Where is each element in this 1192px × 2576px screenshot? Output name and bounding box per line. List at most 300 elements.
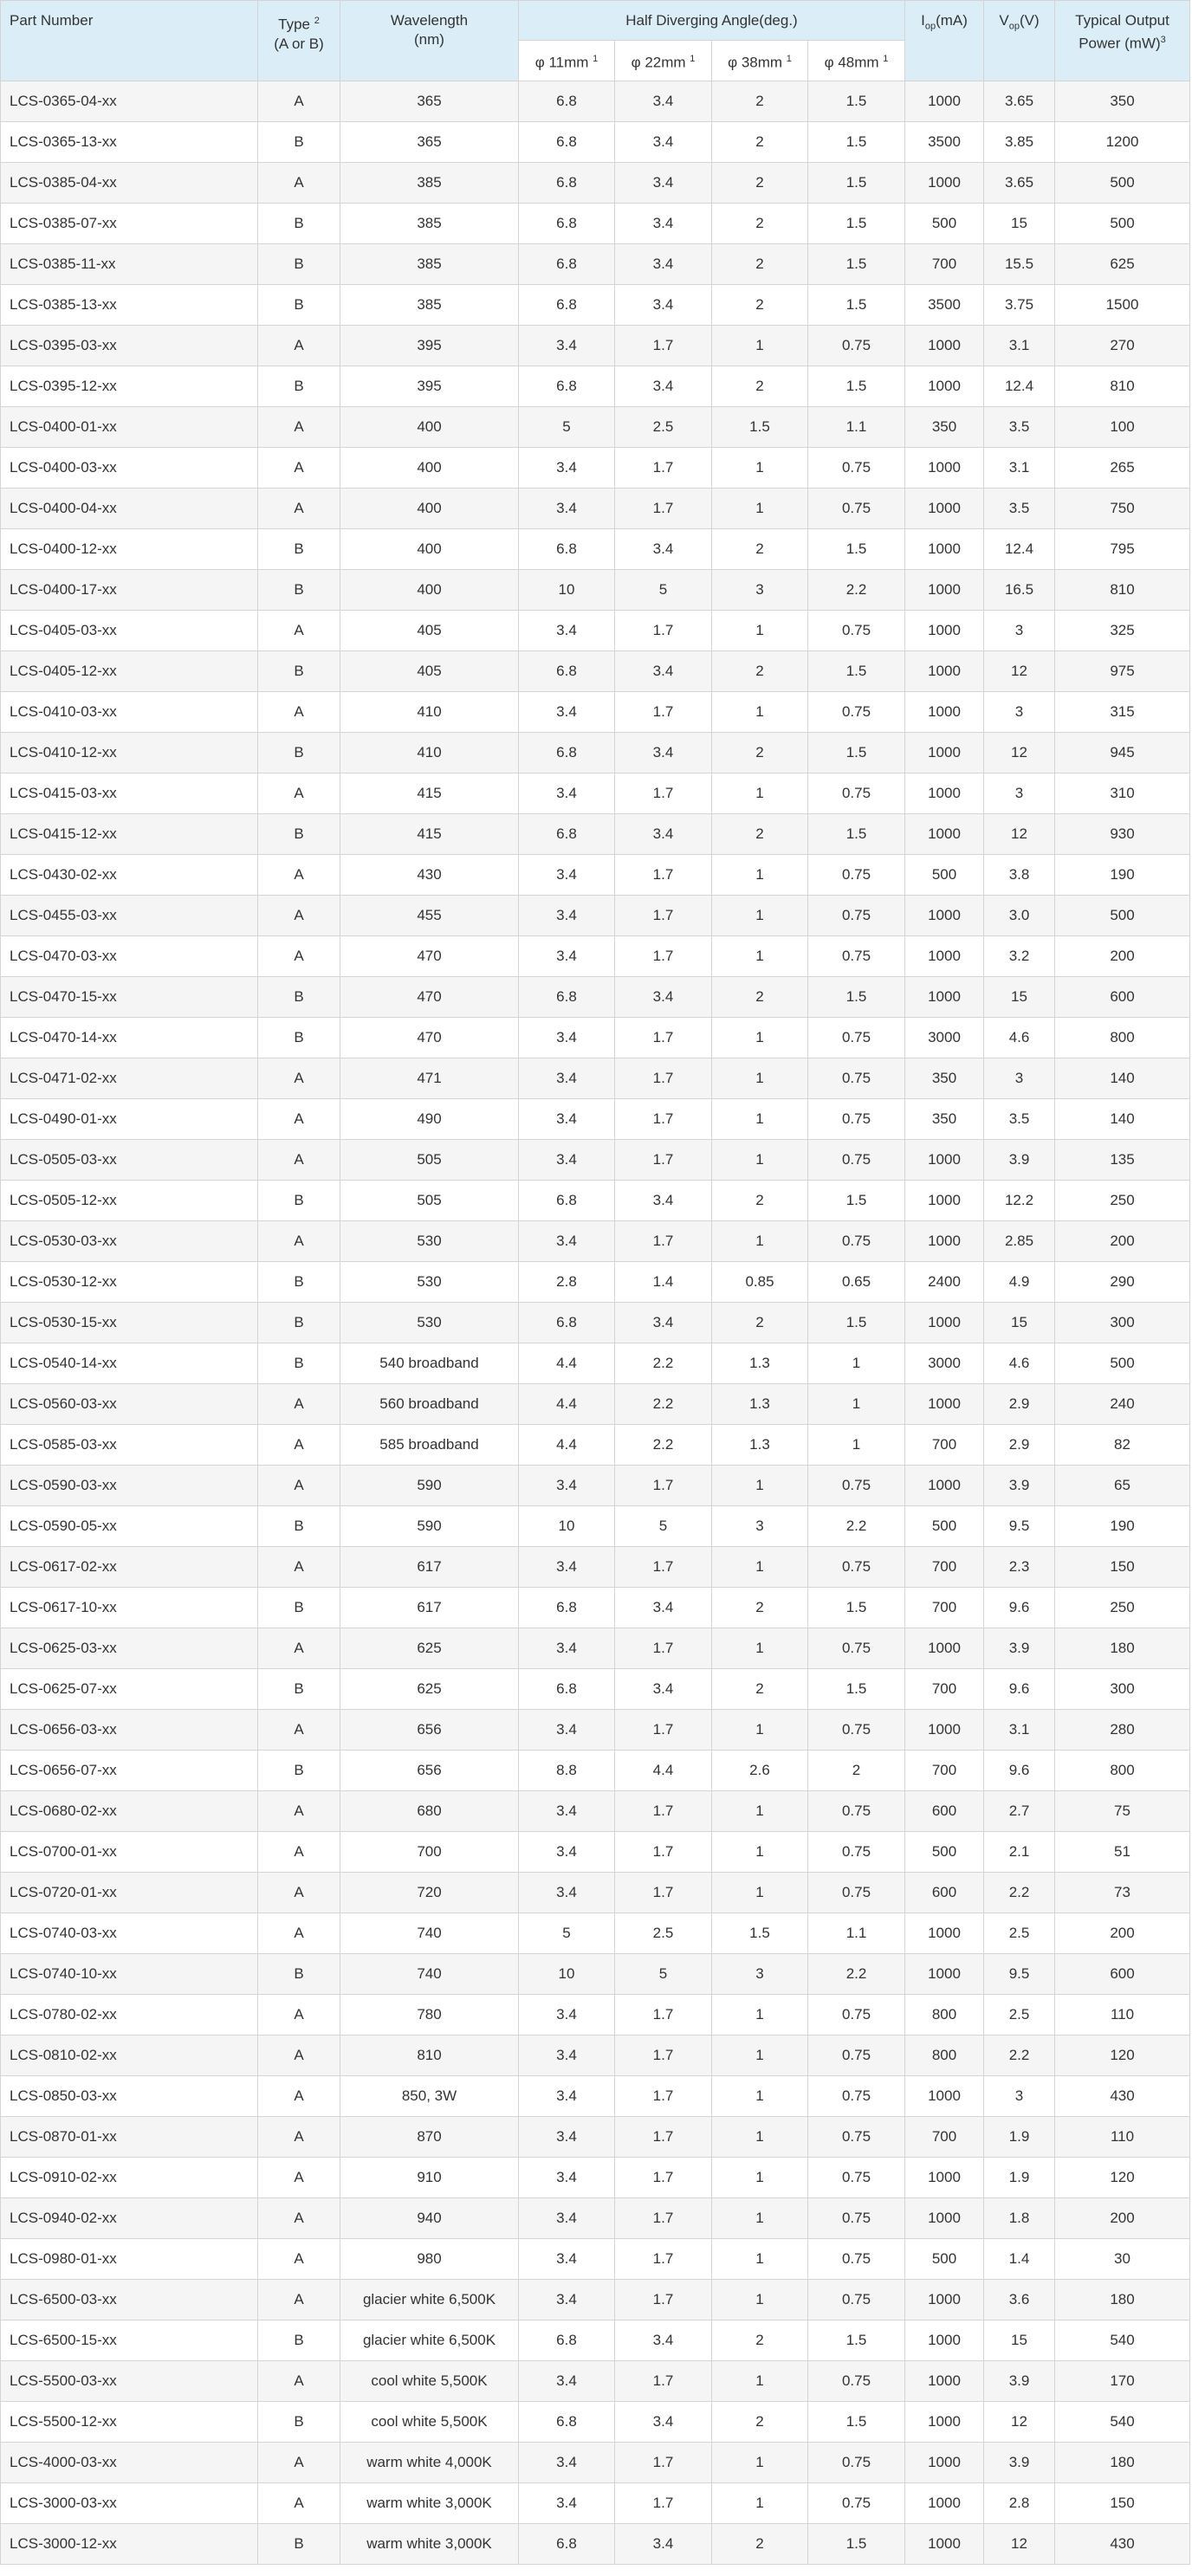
cell-angle-22mm: 4.4 <box>615 1751 712 1791</box>
cell-angle-22mm: 1.7 <box>615 448 712 489</box>
cell-angle-38mm: 1.3 <box>712 1343 808 1384</box>
cell-angle-22mm: 1.7 <box>615 773 712 814</box>
cell-output-power: 600 <box>1055 1954 1190 1995</box>
cell-vop: 3.6 <box>984 2280 1055 2320</box>
table-row <box>1 1954 1190 1995</box>
cell-part-number: LCS-0980-01-xx <box>1 2239 258 2280</box>
table-row <box>1 1710 1190 1751</box>
cell-vop: 2.1 <box>984 1832 1055 1873</box>
cell-output-power: 280 <box>1055 1710 1190 1751</box>
table-row <box>1 896 1190 936</box>
table-row <box>1 977 1190 1018</box>
cell-angle-48mm: 1.5 <box>808 1669 905 1710</box>
cell-type: A <box>258 1425 340 1466</box>
cell-iop: 1000 <box>905 814 984 855</box>
cell-angle-38mm: 1 <box>712 1466 808 1506</box>
cell-iop: 1000 <box>905 529 984 570</box>
cell-angle-11mm: 6.8 <box>519 244 615 285</box>
cell-angle-38mm: 1 <box>712 1873 808 1913</box>
cell-type: B <box>258 366 340 407</box>
cell-iop: 1000 <box>905 1954 984 1995</box>
cell-output-power: 350 <box>1055 81 1190 122</box>
cell-type: B <box>258 1751 340 1791</box>
table-row <box>1 529 1190 570</box>
cell-angle-38mm: 2 <box>712 81 808 122</box>
cell-iop: 1000 <box>905 2076 984 2117</box>
cell-wavelength: 940 <box>340 2198 519 2239</box>
cell-angle-38mm: 0.85 <box>712 1262 808 1303</box>
cell-angle-48mm: 1.5 <box>808 1588 905 1628</box>
table-row <box>1 122 1190 163</box>
cell-vop: 15 <box>984 204 1055 244</box>
cell-angle-11mm: 10 <box>519 1954 615 1995</box>
table-row <box>1 1343 1190 1384</box>
cell-angle-48mm: 0.75 <box>808 2076 905 2117</box>
cell-iop: 1000 <box>905 366 984 407</box>
cell-angle-11mm: 6.8 <box>519 285 615 326</box>
cell-angle-38mm: 1 <box>712 2239 808 2280</box>
cell-vop: 12.4 <box>984 366 1055 407</box>
cell-angle-11mm: 3.4 <box>519 2117 615 2158</box>
cell-part-number: LCS-0400-17-xx <box>1 570 258 611</box>
cell-angle-22mm: 3.4 <box>615 1669 712 1710</box>
cell-angle-48mm: 0.75 <box>808 611 905 651</box>
cell-output-power: 945 <box>1055 733 1190 773</box>
table-row <box>1 1303 1190 1343</box>
cell-wavelength: warm white 3,000K <box>340 2483 519 2524</box>
cell-angle-48mm: 0.75 <box>808 1099 905 1140</box>
cell-output-power: 600 <box>1055 977 1190 1018</box>
cell-angle-48mm: 0.75 <box>808 855 905 896</box>
cell-vop: 16.5 <box>984 570 1055 611</box>
cell-part-number: LCS-0490-01-xx <box>1 1099 258 1140</box>
cell-iop: 1000 <box>905 977 984 1018</box>
cell-angle-38mm: 1 <box>712 2117 808 2158</box>
cell-type: A <box>258 2076 340 2117</box>
cell-angle-11mm: 3.4 <box>519 936 615 977</box>
cell-vop: 9.6 <box>984 1669 1055 1710</box>
cell-angle-11mm: 6.8 <box>519 2524 615 2565</box>
cell-iop: 500 <box>905 2239 984 2280</box>
cell-angle-11mm: 3.4 <box>519 1018 615 1058</box>
table-row <box>1 1506 1190 1547</box>
table-row <box>1 366 1190 407</box>
cell-wavelength: 680 <box>340 1791 519 1832</box>
cell-type: B <box>258 204 340 244</box>
cell-angle-48mm: 0.75 <box>808 692 905 733</box>
cell-angle-48mm: 0.75 <box>808 1832 905 1873</box>
cell-angle-22mm: 3.4 <box>615 163 712 204</box>
table-row <box>1 2320 1190 2361</box>
cell-output-power: 795 <box>1055 529 1190 570</box>
cell-angle-38mm: 1 <box>712 2158 808 2198</box>
cell-angle-22mm: 1.7 <box>615 1058 712 1099</box>
table-row <box>1 1466 1190 1506</box>
table-row <box>1 570 1190 611</box>
cell-angle-38mm: 1 <box>712 1628 808 1669</box>
cell-angle-48mm: 0.75 <box>808 773 905 814</box>
cell-type: B <box>258 529 340 570</box>
cell-angle-11mm: 3.4 <box>519 1547 615 1588</box>
cell-iop: 1000 <box>905 81 984 122</box>
cell-angle-22mm: 1.7 <box>615 1221 712 1262</box>
cell-type: A <box>258 1710 340 1751</box>
cell-output-power: 51 <box>1055 1832 1190 1873</box>
cell-vop: 2.85 <box>984 1221 1055 1262</box>
cell-angle-22mm: 1.4 <box>615 1262 712 1303</box>
cell-angle-48mm: 0.75 <box>808 489 905 529</box>
cell-wavelength: 455 <box>340 896 519 936</box>
table-row <box>1 855 1190 896</box>
cell-angle-48mm: 1.5 <box>808 204 905 244</box>
cell-vop: 3.1 <box>984 1710 1055 1751</box>
cell-angle-22mm: 3.4 <box>615 651 712 692</box>
cell-type: A <box>258 1384 340 1425</box>
cell-part-number: LCS-0625-07-xx <box>1 1669 258 1710</box>
cell-wavelength: 617 <box>340 1547 519 1588</box>
cell-angle-22mm: 1.7 <box>615 1995 712 2036</box>
cell-angle-11mm: 6.8 <box>519 2320 615 2361</box>
cell-output-power: 250 <box>1055 1181 1190 1221</box>
table-row <box>1 244 1190 285</box>
cell-angle-48mm: 1.5 <box>808 977 905 1018</box>
cell-angle-48mm: 0.75 <box>808 326 905 366</box>
table-row <box>1 2117 1190 2158</box>
cell-part-number: LCS-0780-02-xx <box>1 1995 258 2036</box>
cell-angle-38mm: 2 <box>712 1588 808 1628</box>
cell-vop: 2.5 <box>984 1995 1055 2036</box>
cell-angle-38mm: 2 <box>712 733 808 773</box>
cell-angle-48mm: 1.5 <box>808 733 905 773</box>
cell-angle-48mm: 1.5 <box>808 814 905 855</box>
cell-vop: 3.0 <box>984 896 1055 936</box>
cell-angle-11mm: 3.4 <box>519 1710 615 1751</box>
cell-wavelength: 415 <box>340 814 519 855</box>
cell-angle-22mm: 1.7 <box>615 2158 712 2198</box>
cell-angle-48mm: 0.75 <box>808 2198 905 2239</box>
cell-output-power: 500 <box>1055 1343 1190 1384</box>
cell-output-power: 540 <box>1055 2402 1190 2443</box>
cell-angle-48mm: 0.75 <box>808 2280 905 2320</box>
cell-iop: 1000 <box>905 733 984 773</box>
cell-vop: 3.9 <box>984 2443 1055 2483</box>
cell-vop: 9.5 <box>984 1506 1055 1547</box>
cell-type: A <box>258 773 340 814</box>
cell-wavelength: 870 <box>340 2117 519 2158</box>
cell-iop: 3500 <box>905 122 984 163</box>
cell-iop: 1000 <box>905 1303 984 1343</box>
table-row <box>1 489 1190 529</box>
cell-output-power: 810 <box>1055 366 1190 407</box>
cell-angle-11mm: 3.4 <box>519 773 615 814</box>
cell-angle-48mm: 0.75 <box>808 2036 905 2076</box>
cell-type: A <box>258 896 340 936</box>
cell-iop: 2400 <box>905 1262 984 1303</box>
cell-angle-22mm: 3.4 <box>615 529 712 570</box>
cell-angle-48mm: 0.75 <box>808 2117 905 2158</box>
cell-type: A <box>258 2443 340 2483</box>
cell-vop: 3 <box>984 2076 1055 2117</box>
cell-angle-11mm: 8.8 <box>519 1751 615 1791</box>
cell-output-power: 200 <box>1055 936 1190 977</box>
cell-type: B <box>258 1018 340 1058</box>
cell-output-power: 100 <box>1055 407 1190 448</box>
cell-vop: 3.75 <box>984 285 1055 326</box>
cell-part-number: LCS-0540-14-xx <box>1 1343 258 1384</box>
cell-output-power: 750 <box>1055 489 1190 529</box>
cell-iop: 1000 <box>905 651 984 692</box>
table-row <box>1 1181 1190 1221</box>
cell-angle-11mm: 6.8 <box>519 122 615 163</box>
cell-part-number: LCS-0680-02-xx <box>1 1791 258 1832</box>
cell-angle-11mm: 3.4 <box>519 2280 615 2320</box>
cell-angle-22mm: 2.2 <box>615 1425 712 1466</box>
cell-angle-22mm: 1.7 <box>615 1832 712 1873</box>
table-row <box>1 611 1190 651</box>
cell-angle-22mm: 1.7 <box>615 1140 712 1181</box>
cell-angle-38mm: 1 <box>712 326 808 366</box>
cell-type: B <box>258 1669 340 1710</box>
cell-vop: 3.85 <box>984 122 1055 163</box>
cell-angle-38mm: 3 <box>712 1506 808 1547</box>
cell-iop: 800 <box>905 1995 984 2036</box>
cell-vop: 12.4 <box>984 529 1055 570</box>
table-row <box>1 2158 1190 2198</box>
cell-angle-11mm: 3.4 <box>519 2239 615 2280</box>
cell-iop: 3000 <box>905 1018 984 1058</box>
cell-wavelength: 400 <box>340 570 519 611</box>
header-diameter-11mm: φ 11mm $^1$ <box>519 41 615 81</box>
cell-angle-48mm: 1.5 <box>808 2320 905 2361</box>
cell-output-power: 200 <box>1055 1913 1190 1954</box>
cell-angle-48mm: 0.75 <box>808 1058 905 1099</box>
cell-angle-11mm: 6.8 <box>519 814 615 855</box>
cell-output-power: 240 <box>1055 1384 1190 1425</box>
cell-wavelength: 430 <box>340 855 519 896</box>
cell-angle-22mm: 1.7 <box>615 2036 712 2076</box>
cell-angle-48mm: 1 <box>808 1425 905 1466</box>
cell-part-number: LCS-0385-11-xx <box>1 244 258 285</box>
cell-angle-38mm: 1 <box>712 692 808 733</box>
cell-iop: 350 <box>905 1058 984 1099</box>
cell-output-power: 200 <box>1055 2198 1190 2239</box>
cell-angle-11mm: 6.8 <box>519 1181 615 1221</box>
table-row <box>1 2361 1190 2402</box>
cell-type: A <box>258 611 340 651</box>
cell-angle-11mm: 3.4 <box>519 1873 615 1913</box>
cell-output-power: 310 <box>1055 773 1190 814</box>
cell-type: A <box>258 1791 340 1832</box>
cell-part-number: LCS-0590-05-xx <box>1 1506 258 1547</box>
cell-angle-11mm: 6.8 <box>519 651 615 692</box>
cell-wavelength: 400 <box>340 489 519 529</box>
cell-output-power: 810 <box>1055 570 1190 611</box>
header-half-diverging-angle: Half Diverging Angle(deg.) <box>519 1 905 41</box>
cell-vop: 3.9 <box>984 1140 1055 1181</box>
cell-angle-11mm: 3.4 <box>519 2443 615 2483</box>
header-iop: $I_{op}(mA)$ <box>905 1 984 81</box>
table-row <box>1 2076 1190 2117</box>
cell-vop: 4.6 <box>984 1018 1055 1058</box>
cell-iop: 3500 <box>905 285 984 326</box>
cell-iop: 700 <box>905 2117 984 2158</box>
cell-angle-38mm: 1 <box>712 2443 808 2483</box>
table-row <box>1 326 1190 366</box>
cell-vop: 1.9 <box>984 2158 1055 2198</box>
cell-angle-11mm: 5 <box>519 407 615 448</box>
cell-wavelength: 415 <box>340 773 519 814</box>
cell-output-power: 625 <box>1055 244 1190 285</box>
cell-angle-38mm: 2 <box>712 204 808 244</box>
cell-vop: 3 <box>984 611 1055 651</box>
cell-angle-11mm: 10 <box>519 570 615 611</box>
cell-output-power: 150 <box>1055 2483 1190 2524</box>
cell-part-number: LCS-0530-12-xx <box>1 1262 258 1303</box>
cell-iop: 1000 <box>905 326 984 366</box>
table-row <box>1 773 1190 814</box>
cell-angle-38mm: 3 <box>712 1954 808 1995</box>
cell-iop: 1000 <box>905 692 984 733</box>
cell-type: A <box>258 1913 340 1954</box>
cell-output-power: 540 <box>1055 2320 1190 2361</box>
cell-vop: 2.7 <box>984 1791 1055 1832</box>
table-row <box>1 81 1190 122</box>
cell-angle-11mm: 3.4 <box>519 2483 615 2524</box>
cell-wavelength: 385 <box>340 204 519 244</box>
cell-iop: 1000 <box>905 896 984 936</box>
cell-wavelength: warm white 4,000K <box>340 2443 519 2483</box>
cell-angle-48mm: 0.75 <box>808 2443 905 2483</box>
cell-vop: 2.2 <box>984 2036 1055 2076</box>
cell-type: A <box>258 2117 340 2158</box>
cell-output-power: 110 <box>1055 2117 1190 2158</box>
cell-angle-11mm: 3.4 <box>519 611 615 651</box>
cell-angle-38mm: 2 <box>712 285 808 326</box>
cell-iop: 600 <box>905 1791 984 1832</box>
cell-vop: 3.9 <box>984 2361 1055 2402</box>
cell-angle-38mm: 2 <box>712 163 808 204</box>
cell-angle-48mm: 0.75 <box>808 2361 905 2402</box>
cell-angle-22mm: 3.4 <box>615 2524 712 2565</box>
cell-angle-11mm: 6.8 <box>519 204 615 244</box>
cell-angle-11mm: 10 <box>519 1506 615 1547</box>
cell-iop: 700 <box>905 1751 984 1791</box>
cell-type: B <box>258 285 340 326</box>
cell-vop: 12 <box>984 814 1055 855</box>
cell-iop: 500 <box>905 1832 984 1873</box>
cell-part-number: LCS-6500-15-xx <box>1 2320 258 2361</box>
cell-wavelength: 365 <box>340 81 519 122</box>
cell-angle-22mm: 1.7 <box>615 1018 712 1058</box>
header-diameter-38mm: φ 38mm $^1$ <box>712 41 808 81</box>
cell-angle-48mm: 0.75 <box>808 1995 905 2036</box>
cell-angle-22mm: 1.7 <box>615 855 712 896</box>
cell-wavelength: 850, 3W <box>340 2076 519 2117</box>
cell-output-power: 300 <box>1055 1303 1190 1343</box>
cell-part-number: LCS-0385-13-xx <box>1 285 258 326</box>
cell-iop: 1000 <box>905 2158 984 2198</box>
cell-wavelength: 980 <box>340 2239 519 2280</box>
table-row <box>1 1547 1190 1588</box>
cell-output-power: 800 <box>1055 1751 1190 1791</box>
table-row <box>1 2280 1190 2320</box>
cell-iop: 500 <box>905 855 984 896</box>
cell-angle-11mm: 6.8 <box>519 1303 615 1343</box>
table-row <box>1 936 1190 977</box>
cell-angle-22mm: 1.7 <box>615 1710 712 1751</box>
cell-angle-22mm: 1.7 <box>615 692 712 733</box>
cell-angle-38mm: 2 <box>712 1669 808 1710</box>
cell-wavelength: cool white 5,500K <box>340 2361 519 2402</box>
cell-angle-11mm: 6.8 <box>519 733 615 773</box>
cell-angle-48mm: 1.5 <box>808 2402 905 2443</box>
cell-type: A <box>258 2198 340 2239</box>
cell-angle-22mm: 1.7 <box>615 2198 712 2239</box>
cell-output-power: 120 <box>1055 2158 1190 2198</box>
cell-angle-11mm: 3.4 <box>519 2036 615 2076</box>
cell-angle-38mm: 2 <box>712 2320 808 2361</box>
cell-type: B <box>258 1303 340 1343</box>
cell-output-power: 290 <box>1055 1262 1190 1303</box>
cell-angle-38mm: 2 <box>712 244 808 285</box>
cell-angle-38mm: 1 <box>712 1995 808 2036</box>
cell-vop: 12 <box>984 2402 1055 2443</box>
cell-type: B <box>258 2320 340 2361</box>
cell-wavelength: 365 <box>340 122 519 163</box>
cell-angle-38mm: 1 <box>712 1058 808 1099</box>
cell-part-number: LCS-3000-03-xx <box>1 2483 258 2524</box>
cell-part-number: LCS-0410-12-xx <box>1 733 258 773</box>
cell-angle-38mm: 2 <box>712 529 808 570</box>
table-row <box>1 692 1190 733</box>
cell-angle-48mm: 2.2 <box>808 1506 905 1547</box>
cell-type: B <box>258 1262 340 1303</box>
cell-angle-48mm: 2.2 <box>808 570 905 611</box>
cell-angle-11mm: 4.4 <box>519 1384 615 1425</box>
cell-angle-11mm: 3.4 <box>519 2198 615 2239</box>
cell-wavelength: 590 <box>340 1506 519 1547</box>
cell-wavelength: 530 <box>340 1221 519 1262</box>
cell-part-number: LCS-0385-07-xx <box>1 204 258 244</box>
cell-angle-11mm: 3.4 <box>519 1140 615 1181</box>
cell-output-power: 120 <box>1055 2036 1190 2076</box>
cell-type: A <box>258 163 340 204</box>
cell-angle-11mm: 4.4 <box>519 1425 615 1466</box>
cell-iop: 1000 <box>905 1181 984 1221</box>
header-diameter-48mm: φ 48mm $^1$ <box>808 41 905 81</box>
cell-angle-22mm: 1.7 <box>615 2076 712 2117</box>
cell-output-power: 150 <box>1055 1547 1190 1588</box>
cell-type: A <box>258 1873 340 1913</box>
cell-wavelength: 405 <box>340 651 519 692</box>
cell-type: B <box>258 2402 340 2443</box>
table-row <box>1 2483 1190 2524</box>
cell-angle-22mm: 3.4 <box>615 977 712 1018</box>
cell-part-number: LCS-0405-03-xx <box>1 611 258 651</box>
cell-output-power: 500 <box>1055 896 1190 936</box>
cell-type: A <box>258 407 340 448</box>
cell-angle-48mm: 1.5 <box>808 529 905 570</box>
cell-angle-48mm: 1.5 <box>808 651 905 692</box>
cell-type: A <box>258 1547 340 1588</box>
cell-angle-38mm: 1.3 <box>712 1384 808 1425</box>
cell-angle-48mm: 1.5 <box>808 81 905 122</box>
cell-iop: 700 <box>905 1547 984 1588</box>
cell-output-power: 500 <box>1055 163 1190 204</box>
cell-angle-11mm: 6.8 <box>519 2402 615 2443</box>
cell-angle-22mm: 2.5 <box>615 1913 712 1954</box>
cell-angle-22mm: 3.4 <box>615 2320 712 2361</box>
